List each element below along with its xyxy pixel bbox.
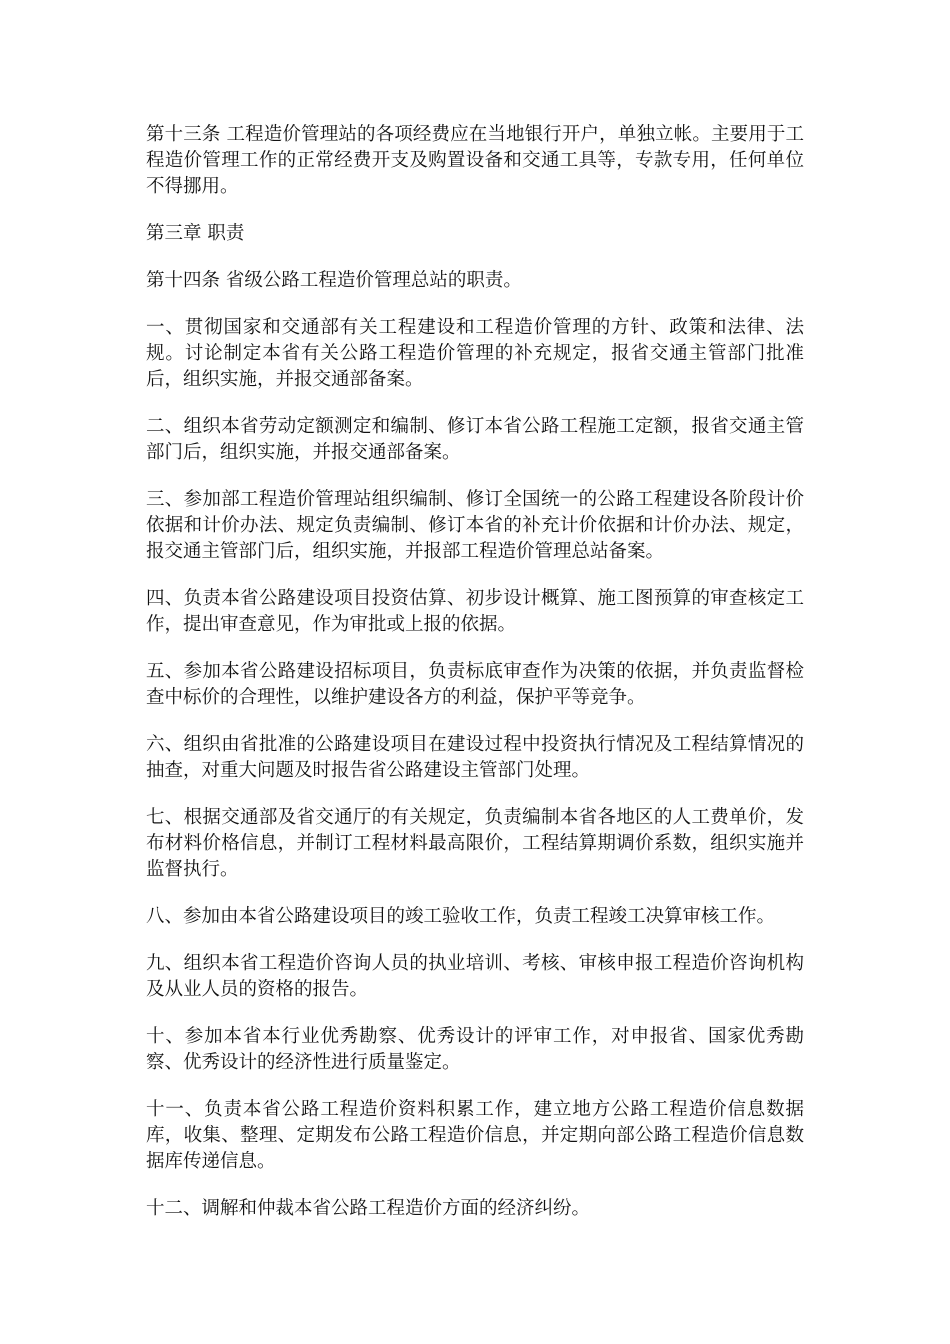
duty-item-3: 三、参加部工程造价管理站组织编制、修订全国统一的公路工程建设各阶段计价依据和计价办法、规定负责编制、修订本省的补充计价依据和计价办法、规定，报交通主管部门后，组织实施，并报部工程造价管理总站备案。 (146, 489, 804, 562)
chapter-3-heading: 第三章 职责 (146, 223, 245, 244)
article-13-paragraph: 第十三条 工程造价管理站的各项经费应在当地银行开户，单独立帐。主要用于工程造价管理工作的正常经费开支及购置设备和交通工具等，专款专用，任何单位不得挪用。 (146, 124, 804, 197)
duty-item-11: 十一、负责本省公路工程造价资料积累工作，建立地方公路工程造价信息数据库，收集、整理、定期发布公路工程造价信息，并定期向部公路工程造价信息数据库传递信息。 (146, 1099, 804, 1172)
duty-item-7: 七、根据交通部及省交通厅的有关规定，负责编制本省各地区的人工费单价，发布材料价格信息，并制订工程材料最高限价，工程结算期调价系数，组织实施并监督执行。 (146, 807, 804, 880)
duty-item-10: 十、参加本省本行业优秀勘察、优秀设计的评审工作，对申报省、国家优秀勘察、优秀设计的经济性进行质量鉴定。 (146, 1026, 804, 1073)
duty-item-4: 四、负责本省公路建设项目投资估算、初步设计概算、施工图预算的审查核定工作，提出审查意见，作为审批或上报的依据。 (146, 588, 804, 635)
duty-item-6: 六、组织由省批准的公路建设项目在建设过程中投资执行情况及工程结算情况的抽查，对重大问题及时报告省公路建设主管部门处理。 (146, 734, 804, 781)
duty-item-2: 二、组织本省劳动定额测定和编制、修订本省公路工程施工定额，报省交通主管部门后，组织实施，并报交通部备案。 (146, 416, 804, 463)
duty-item-5: 五、参加本省公路建设招标项目，负责标底审查作为决策的依据，并负责监督检查中标价的合理性，以维护建设各方的利益，保护平等竞争。 (146, 661, 804, 708)
duty-item-1: 一、贯彻国家和交通部有关工程建设和工程造价管理的方针、政策和法律、法规。讨论制定本省有关公路工程造价管理的补充规定，报省交通主管部门批准后，组织实施，并报交通部备案。 (146, 317, 804, 390)
document-body (146, 122, 804, 1243)
duty-item-12: 十二、调解和仲裁本省公路工程造价方面的经济纠纷。 (146, 1198, 591, 1219)
article-14-paragraph: 第十四条 省级公路工程造价管理总站的职责。 (146, 270, 522, 291)
duty-item-9: 九、组织本省工程造价咨询人员的执业培训、考核、审核申报工程造价咨询机构及从业人员的资格的报告。 (146, 953, 804, 1000)
duty-item-8: 八、参加由本省公路建设项目的竣工验收工作，负责工程竣工决算审核工作。 (146, 906, 776, 927)
